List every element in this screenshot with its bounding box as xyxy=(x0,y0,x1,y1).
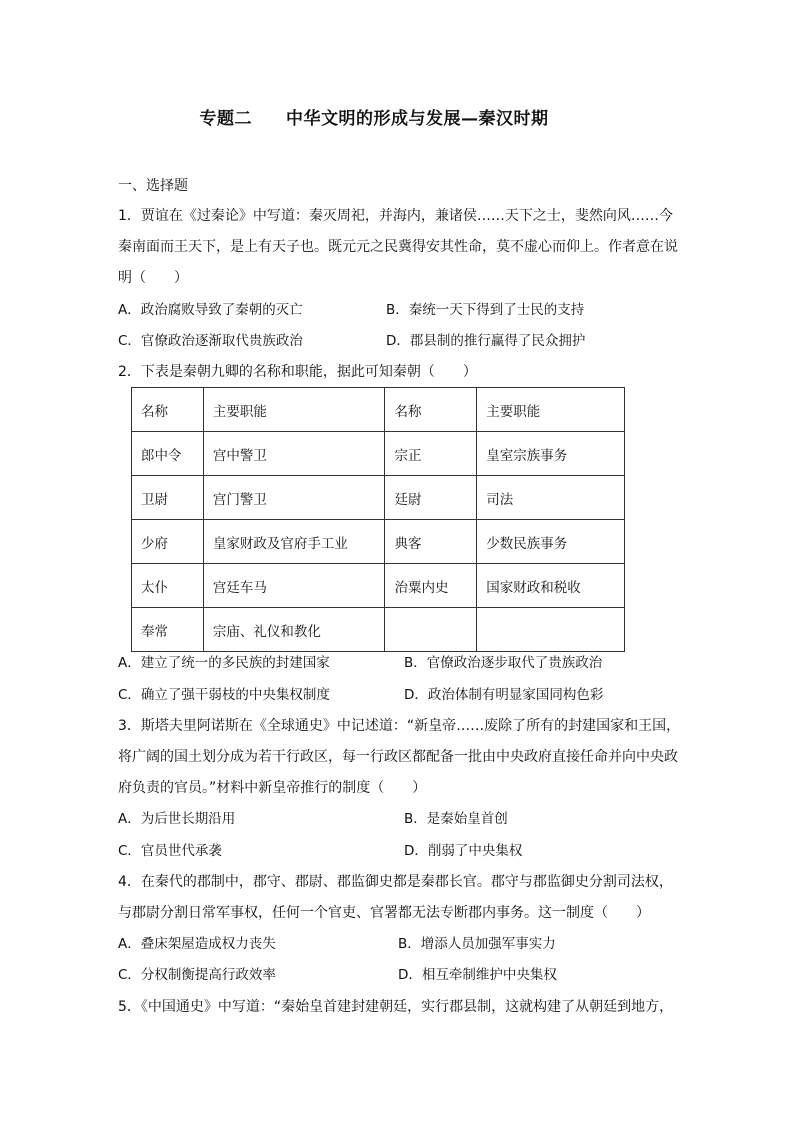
table-cell: 皇家财政及官府手工业 xyxy=(203,520,385,564)
q1-option-b: B．秦统一天下得到了士民的支持 xyxy=(386,302,585,318)
table-cell: 少数民族事务 xyxy=(477,520,625,564)
q3-option-c: C．官员世代承袭 xyxy=(118,843,222,859)
table-cell: 廷尉 xyxy=(385,476,477,520)
table-cell: 宫廷车马 xyxy=(203,564,385,608)
title-subject: 中华文明的形成与发展—秦汉时期 xyxy=(286,109,549,129)
q5-line-1: 5．《中国通史》中写道：“秦始皇首建封建朝廷，实行郡县制，这就构建了从朝廷到地方， xyxy=(118,999,674,1015)
q1-option-d: D．郡县制的推行赢得了民众拥护 xyxy=(386,333,586,349)
q1-line-3: 明（ ） xyxy=(118,270,188,286)
table-row xyxy=(132,476,625,520)
table-header-cell: 名称 xyxy=(132,388,204,432)
table-cell: 司法 xyxy=(477,476,625,520)
q2-option-b: B．官僚政治逐步取代了贵族政治 xyxy=(404,655,603,671)
table-cell: 宗庙、礼仪和教化 xyxy=(203,608,385,652)
table-cell: 太仆 xyxy=(132,564,204,608)
table-cell: 典客 xyxy=(385,520,477,564)
q3-line-2: 将广阔的国土划分成为若干行政区，每一行政区都配备一批由中央政府直接任命并向中央政 xyxy=(118,749,678,765)
nine-ministers-table xyxy=(131,387,625,652)
q3-option-a: A．为后世长期沿用 xyxy=(118,811,236,827)
q4-option-c: C．分权制衡提高行政效率 xyxy=(118,967,276,983)
q1-line-1: 1．贾谊在《过秦论》中写道：秦灭周祀，并海内，兼诸侯……天下之士，斐然向风……今 xyxy=(118,208,673,224)
q4-line-2: 与郡尉分割日常军事权，任何一个官吏、官署都无法专断郡内事务。这一制度（ ） xyxy=(118,905,650,921)
q3-line-3: 府负责的官员。”材料中新皇帝推行的制度（ ） xyxy=(118,780,427,796)
table-row xyxy=(132,520,625,564)
table-cell xyxy=(385,608,477,652)
q4-option-a: A．叠床架屋造成权力丧失 xyxy=(118,936,276,952)
table-cell: 皇室宗族事务 xyxy=(477,432,625,476)
table-row xyxy=(132,564,625,608)
table-cell: 奉常 xyxy=(132,608,204,652)
section-heading: 一、选择题 xyxy=(118,178,188,194)
q2-stem: 2．下表是秦朝九卿的名称和职能，据此可知秦朝（ ） xyxy=(118,364,477,380)
table-cell: 宗正 xyxy=(385,432,477,476)
q1-option-a: A．政治腐败导致了秦朝的灭亡 xyxy=(118,302,303,318)
table-header-cell: 主要职能 xyxy=(477,388,625,432)
table-cell: 宫门警卫 xyxy=(203,476,385,520)
q1-option-c: C．官僚政治逐渐取代贵族政治 xyxy=(118,333,303,349)
table-cell: 宫中警卫 xyxy=(203,432,385,476)
table-header-cell: 主要职能 xyxy=(203,388,385,432)
q3-line-1: 3．斯塔夫里阿诺斯在《全球通史》中记述道：“新皇帝……废除了所有的封建国家和王国， xyxy=(118,718,681,734)
q4-option-b: B．增添人员加强军事实力 xyxy=(398,936,556,952)
q3-option-b: B．是秦始皇首创 xyxy=(404,811,508,827)
table-cell: 治粟内史 xyxy=(385,564,477,608)
title-topic: 专题二 xyxy=(199,109,252,129)
table-cell: 国家财政和税收 xyxy=(477,564,625,608)
q3-option-d: D．削弱了中央集权 xyxy=(404,843,523,859)
table-row xyxy=(132,608,625,652)
q2-option-d: D．政治体制有明显家国同构色彩 xyxy=(404,687,604,703)
table-cell: 少府 xyxy=(132,520,204,564)
q2-option-c: C．确立了强干弱枝的中央集权制度 xyxy=(118,687,330,703)
table-row xyxy=(132,432,625,476)
table-header-row xyxy=(132,388,625,432)
q1-line-2: 秦南面而王天下，是上有天子也。既元元之民冀得安其性命，莫不虚心而仰上。作者意在说 xyxy=(118,239,678,255)
table-header-cell: 名称 xyxy=(385,388,477,432)
table-cell xyxy=(477,608,625,652)
table-cell: 郎中令 xyxy=(132,432,204,476)
q4-option-d: D．相互牵制维护中央集权 xyxy=(398,967,557,983)
page-title xyxy=(0,104,748,129)
table-cell: 卫尉 xyxy=(132,476,204,520)
q4-line-1: 4．在秦代的郡制中，郡守、郡尉、郡监御史都是秦郡长官。郡守与郡监御史分割司法权， xyxy=(118,874,673,890)
q2-option-a: A．建立了统一的多民族的封建国家 xyxy=(118,655,330,671)
